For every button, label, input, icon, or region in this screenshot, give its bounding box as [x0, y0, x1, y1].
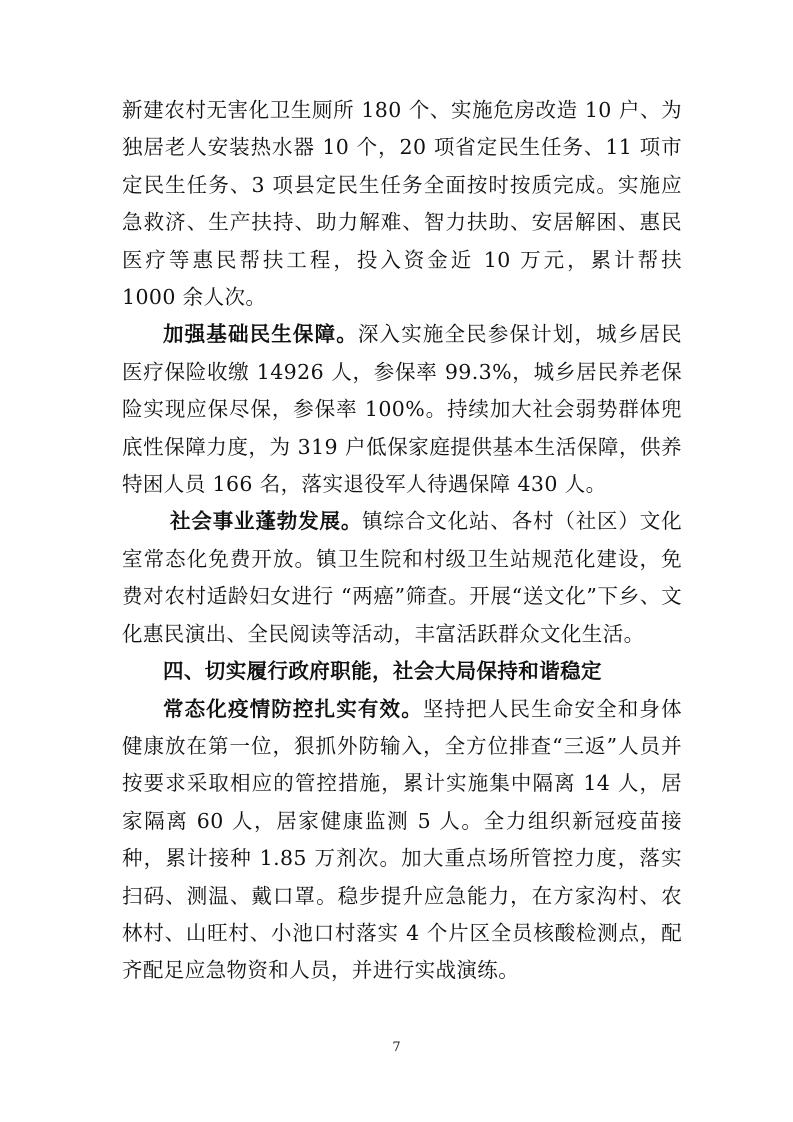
page-number: 7 — [392, 1040, 401, 1055]
paragraph-continuation — [122, 92, 682, 316]
paragraph-lead: 社会事业蓬勃发展。 — [170, 509, 363, 534]
section-heading: 四、切实履行政府职能，社会大局保持和谐稳定 — [163, 659, 602, 684]
document-body — [122, 92, 682, 990]
paragraph-text: 新建农村无害化卫生厕所 180 个、实施危房改造 10 户、为独居老人安装热水器 10 个，20 项省定民生任务、11 项市定民生任务、3 项县定民生任务全面按时按质完成。实施应急救济、生产扶持、助力解难、智力扶助、安居解困、惠民医疗等惠民帮扶工程，投入资金近 10 万元，累计帮扶 1000 余人次。 — [122, 98, 682, 310]
paragraph-text: 镇综合文化站、各村（社区）文化室常态化免费开放。镇卫生院和村级卫生站规范化建设，免费对农村适龄妇女进行 “两癌”筛查。开展“送文化”下乡、文化惠民演出、全民阅读等活动，丰富活跃群众文化生活。 — [122, 509, 682, 646]
paragraph-social-undertakings — [122, 503, 682, 653]
paragraph-epidemic-control — [122, 691, 682, 990]
paragraph-lead: 常态化疫情防控扎实有效。 — [163, 696, 423, 721]
paragraph-basic-livelihood — [122, 316, 682, 503]
paragraph-lead: 加强基础民生保障。 — [163, 322, 358, 347]
paragraph-text: 坚持把人民生命安全和身体健康放在第一位，狠抓外防输入，全方位排查“三返”人员并按要求采取相应的管控措施，累计实施集中隔离 14 人，居家隔离 60 人，居家健康监测 5 人。全力组织新冠疫苗接种，累计接种 1.85 万剂次。加大重点场所管控力度，落实扫码、测温、戴口罩。稳步提升应急能力，在方家沟村、农林村、山旺村、小池口村落实 4 个片区全员核酸检测点，配齐配足应急物资和人员，并进行实战演练。 — [122, 696, 682, 983]
paragraph-text: 深入实施全民参保计划，城乡居民医疗保险收缴 14926 人，参保率 99.3%，城乡居民养老保险实现应保尽保，参保率 100%。持续加大社会弱势群体兜底性保障力度，为 319 户低保家庭提供基本生活保障，供养特困人员 166 名，落实退役军人待遇保障 430 人。 — [122, 322, 682, 497]
